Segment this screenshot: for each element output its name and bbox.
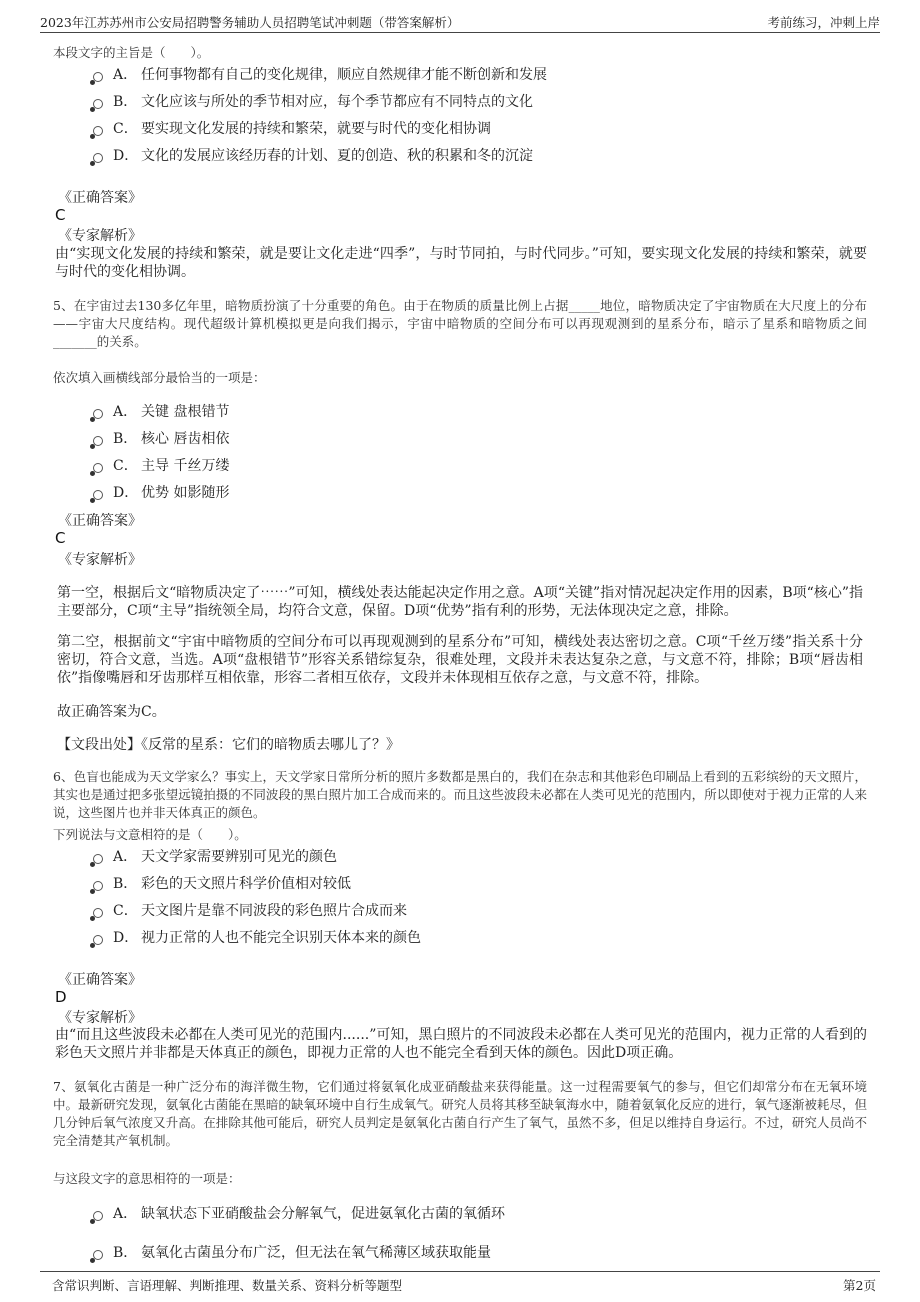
radio-icon[interactable]	[93, 436, 103, 446]
radio-icon[interactable]	[93, 490, 103, 500]
page-header	[40, 10, 880, 33]
radio-icon[interactable]	[93, 463, 103, 473]
q4-answer-label: 《正确答案》	[58, 190, 142, 206]
q6-option-d[interactable]: D． 视力正常的人也不能完全识别天体本来的颜色	[93, 929, 421, 947]
q5-option-d[interactable]: D． 优势 如影随形	[93, 484, 229, 502]
radio-icon[interactable]	[93, 1211, 103, 1221]
radio-icon[interactable]	[93, 126, 103, 136]
q6-stem: 下列说法与文意相符的是（ ）。	[53, 827, 247, 842]
q4-stem: 本段文字的主旨是（ ）。	[53, 45, 210, 60]
q7-stem: 与这段文字的意思相符的一项是：	[53, 1171, 241, 1186]
radio-icon[interactable]	[93, 153, 103, 163]
q5-source: 【文段出处】《反常的星系：它们的暗物质去哪儿了？》	[57, 737, 400, 753]
q5-option-a[interactable]: A． 关键 盘根错节	[93, 403, 229, 421]
q5-conclusion: 故正确答案为C。	[57, 704, 166, 720]
q4-analysis: 由“实现文化发展的持续和繁荣，就是要让文化走进“四季”，与时节同拍，与时代同步。”可知，要实现文化发展的持续和繁荣，就要与时代的变化相协调。	[55, 246, 867, 280]
q6-option-a[interactable]: A． 天文学家需要辨别可见光的颜色	[93, 848, 337, 866]
q7-passage: 7、氨氧化古菌是一种广泛分布的海洋微生物，它们通过将氨氧化成亚硝酸盐来获得能量。这一过程需要氧气的参与，但它们却常分布在无氧环境中。最新研究发现，氨氧化古菌能在黑暗的缺氧环境中自行生成氧气。研究人员将其移至缺氧海水中，随着氨氧化反应的进行，氧气逐渐被耗尽，但几分钟后氧气浓度又升高。在排除其他可能后，研究人员判定是氨氧化古菌自行产生了氧气，虽然不多，但足以维持自身运行。不过，研究人员尚不完全清楚其产氧机制。	[53, 1079, 867, 1148]
q6-option-c[interactable]: C． 天文图片是靠不同波段的彩色照片合成而来	[93, 902, 407, 920]
q5-answer: C	[55, 529, 66, 547]
q4-option-c[interactable]: C． 要实现文化发展的持续和繁荣，就要与时代的变化相协调	[93, 120, 491, 138]
q6-answer-label: 《正确答案》	[58, 972, 142, 988]
q5-analysis-label: 《专家解析》	[58, 552, 142, 568]
q6-analysis-label: 《专家解析》	[58, 1010, 142, 1026]
radio-icon[interactable]	[93, 1250, 103, 1260]
document-title: 2023年江苏苏州市公安局招聘警务辅助人员招聘笔试冲刺题（带答案解析）	[40, 15, 460, 30]
q4-option-b[interactable]: B． 文化应该与所处的季节相对应，每个季节都应有不同特点的文化	[93, 93, 533, 111]
q5-stem: 依次填入画横线部分最恰当的一项是：	[53, 370, 266, 385]
page-footer	[40, 1271, 880, 1296]
radio-icon[interactable]	[93, 409, 103, 419]
radio-icon[interactable]	[93, 72, 103, 82]
footer-categories: 含常识判断、言语理解、判断推理、数量关系、资料分析等题型	[52, 1278, 403, 1293]
radio-icon[interactable]	[93, 908, 103, 918]
radio-icon[interactable]	[93, 935, 103, 945]
radio-icon[interactable]	[93, 99, 103, 109]
q5-option-b[interactable]: B． 核心 唇齿相依	[93, 430, 229, 448]
q4-option-d[interactable]: D． 文化的发展应该经历春的计划、夏的创造、秋的积累和冬的沉淀	[93, 147, 533, 165]
header-slogan: 考前练习，冲刺上岸	[767, 15, 880, 30]
q4-answer: C	[55, 206, 66, 224]
q6-option-b[interactable]: B． 彩色的天文照片科学价值相对较低	[93, 875, 351, 893]
q6-answer: D	[55, 988, 67, 1006]
q7-option-a[interactable]: A． 缺氧状态下亚硝酸盐会分解氧气，促进氨氧化古菌的氧循环	[93, 1205, 505, 1223]
q5-option-c[interactable]: C． 主导 千丝万缕	[93, 457, 229, 475]
radio-icon[interactable]	[93, 854, 103, 864]
q6-passage: 6、色盲也能成为天文学家么？事实上，天文学家日常所分析的照片多数都是黑白的，我们在杂志和其他彩色印刷品上看到的五彩缤纷的天文照片，其实也是通过把多张望远镜拍摄的不同波段的黑白照片加工合成而来的。而且这些波段未必都在人类可见光的范围内，所以即使对于视力正常的人来说，这些图片也并非天体真正的颜色。	[53, 769, 867, 820]
q5-passage: 5、在宇宙过去130多亿年里，暗物质扮演了十分重要的角色。由于在物质的质量比例上占据_____地位，暗物质决定了宇宙物质在大尺度上的分布——宇宙大尺度结构。现代超级计算机模拟更是向我们揭示，宇宙中暗物质的空间分布可以再现观测到的星系分布，暗示了星系和暗物质之间_______的关系。	[53, 298, 867, 349]
q7-option-b[interactable]: B． 氨氧化古菌虽分布广泛，但无法在氧气稀薄区域获取能量	[93, 1244, 491, 1262]
q5-analysis-p2: 第二空，根据前文“宇宙中暗物质的空间分布可以再现观测到的星系分布”可知，横线处表达密切之意。C项“千丝万缕”指关系十分密切，符合文意，当选。A项“盘根错节”形容关系错综复杂，很难处理，文段并未表达复杂之意，与文意不符，排除；B项“唇齿相依”指像嘴唇和牙齿那样互相依靠，形容二者相互依存，文段并未体现相互依存之意，与文意不符，排除。	[57, 634, 863, 686]
page-number: 第2页	[843, 1278, 876, 1293]
q6-analysis: 由“而且这些波段未必都在人类可见光的范围内......”可知，黑白照片的不同波段未必都在人类可见光的范围内，视力正常的人看到的彩色天文照片并非都是天体真正的颜色，即视力正常的人也不能完全看到天体的颜色。因此D项正确。	[55, 1027, 867, 1061]
q5-answer-label: 《正确答案》	[58, 513, 142, 529]
radio-icon[interactable]	[93, 881, 103, 891]
q4-analysis-label: 《专家解析》	[58, 228, 142, 244]
q5-analysis-p1: 第一空，根据后文“暗物质决定了⋯⋯”可知，横线处表达能起决定作用之意。A项“关键”指对情况起决定作用的因素，B项“核心”指主要部分，C项“主导”指统领全局，均符合文意，保留。D项“优势”指有利的形势，无法体现决定之意，排除。	[57, 585, 863, 619]
q4-option-a[interactable]: A． 任何事物都有自己的变化规律，顺应自然规律才能不断创新和发展	[93, 66, 547, 84]
